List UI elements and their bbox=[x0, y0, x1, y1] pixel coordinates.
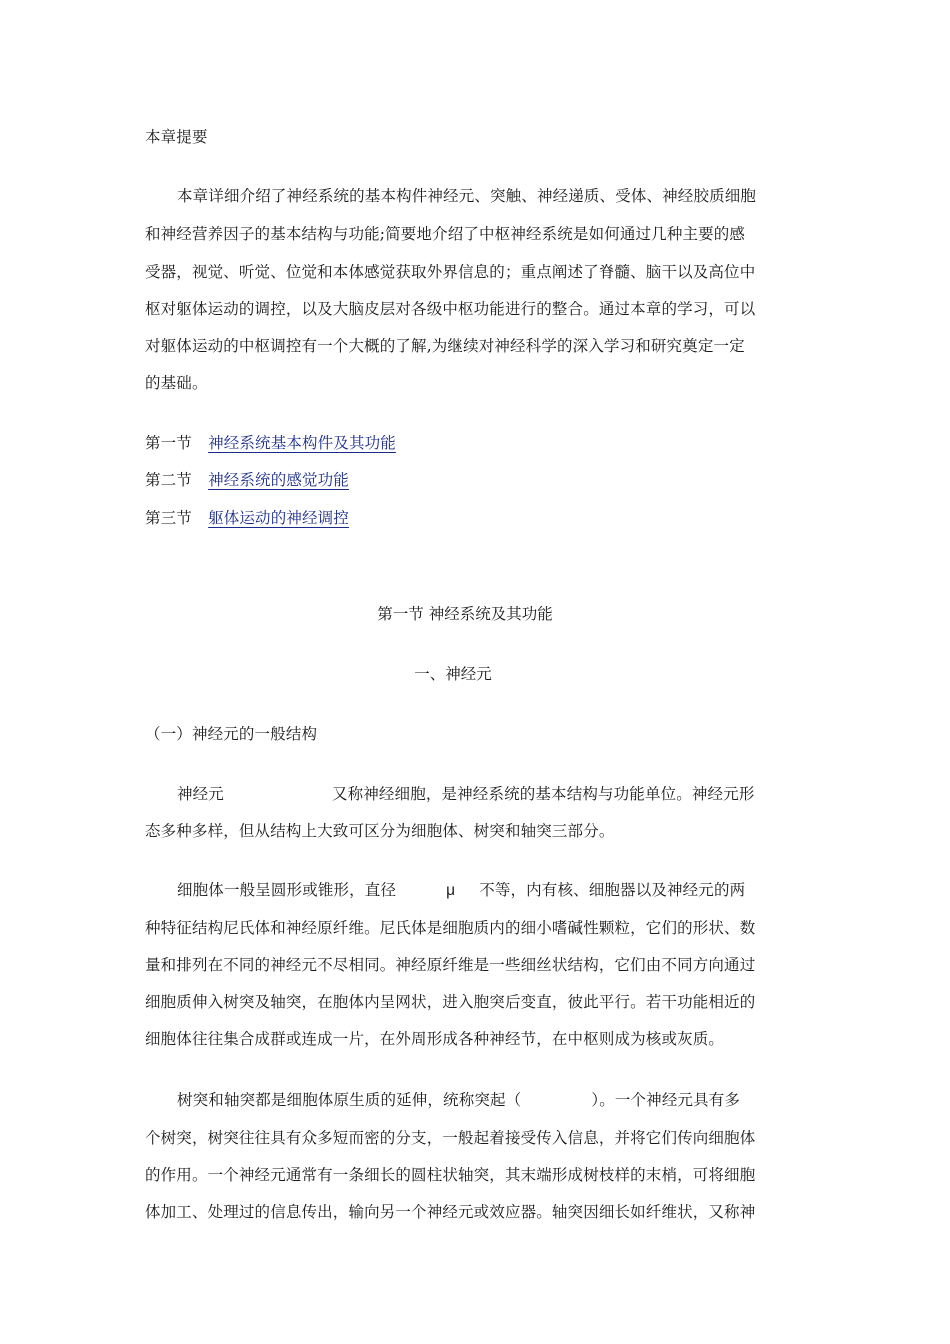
paragraph-text: 细胞体一般呈圆形或锥形，直径 bbox=[177, 881, 397, 899]
toc-item-2 bbox=[145, 468, 349, 490]
paragraph-line: 体加工、处理过的信息传出，输向另一个神经元或效应器。轴突因细长如纤维状，又称神 bbox=[145, 1203, 756, 1221]
paragraph-text: 树突和轴突都是细胞体原生质的延伸，统称突起（ bbox=[177, 1091, 522, 1109]
paragraph-line bbox=[177, 878, 745, 900]
summary-line: 和神经营养因子的基本结构与功能;简要地介绍了中枢神经系统是如何通过几种主要的感 bbox=[145, 225, 746, 243]
toc-link-section-1[interactable]: 神经系统基本构件及其功能 bbox=[208, 434, 396, 452]
paragraph-line: 细胞体往往集合成群或连成一片，在外周形成各种神经节，在中枢则成为核或灰质。 bbox=[145, 1030, 725, 1048]
paragraph-line bbox=[177, 1088, 740, 1110]
toc-item-number: 第一节 bbox=[145, 434, 192, 452]
toc-item-number: 第三节 bbox=[145, 509, 192, 527]
toc-link-section-2[interactable]: 神经系统的感觉功能 bbox=[208, 471, 349, 489]
paragraph-text: 又称神经细胞，是神经系统的基本结构与功能单位。神经元形 bbox=[331, 785, 755, 803]
toc-item-1 bbox=[145, 431, 396, 453]
section-title: 第一节 神经系统及其功能 bbox=[377, 605, 553, 623]
paragraph-line: 个树突，树突往往具有众多短而密的分支，一般起着接受传入信息，并将它们传向细胞体 bbox=[145, 1129, 756, 1147]
summary-line: 本章详细介绍了神经系统的基本构件神经元、突触、神经递质、受体、神经胶质细胞 bbox=[177, 187, 757, 205]
paragraph-line: 态多种多样，但从结构上大致可区分为细胞体、树突和轴突三部分。 bbox=[145, 822, 615, 840]
paragraph-line: 的作用。一个神经元通常有一条细长的圆柱状轴突，其末端形成树枝样的末梢，可将细胞 bbox=[145, 1166, 756, 1184]
paragraph-line bbox=[177, 782, 755, 804]
paragraph-text: ）。一个神经元具有多 bbox=[591, 1091, 741, 1109]
mu-symbol: μ bbox=[446, 882, 456, 899]
paragraph-line: 细胞质伸入树突及轴突，在胞体内呈网状，进入胞突后变直，彼此平行。若干功能相近的 bbox=[145, 993, 756, 1011]
paragraph-line: 种特征结构尼氏体和神经原纤维。尼氏体是细胞质内的细小嗜碱性颗粒，它们的形状、数 bbox=[145, 919, 756, 937]
summary-line: 枢对躯体运动的调控，以及大脑皮层对各级中枢功能进行的整合。通过本章的学习，可以 bbox=[145, 300, 756, 318]
toc-item-3 bbox=[145, 506, 349, 528]
summary-line: 对躯体运动的中枢调控有一个大概的了解,为继续对神经科学的深入学习和研究奠定一定 bbox=[145, 337, 745, 355]
toc-link-section-3[interactable]: 躯体运动的神经调控 bbox=[208, 509, 349, 527]
paragraph-line: 量和排列在不同的神经元不尽相同。神经原纤维是一些细丝状结构，它们由不同方向通过 bbox=[145, 956, 756, 974]
subsection-title: 一、神经元 bbox=[414, 665, 492, 683]
toc-item-number: 第二节 bbox=[145, 471, 192, 489]
summary-heading: 本章提要 bbox=[145, 128, 208, 146]
sub-subsection-title: （一）神经元的一般结构 bbox=[145, 725, 318, 743]
summary-line: 的基础。 bbox=[145, 374, 208, 392]
paragraph-text: 不等，内有核、细胞器以及神经元的两 bbox=[479, 881, 746, 899]
summary-line: 受器，视觉、听觉、位觉和本体感觉获取外界信息的；重点阐述了脊髓、脑干以及高位中 bbox=[145, 263, 756, 281]
term-neuron: 神经元 bbox=[177, 785, 224, 803]
